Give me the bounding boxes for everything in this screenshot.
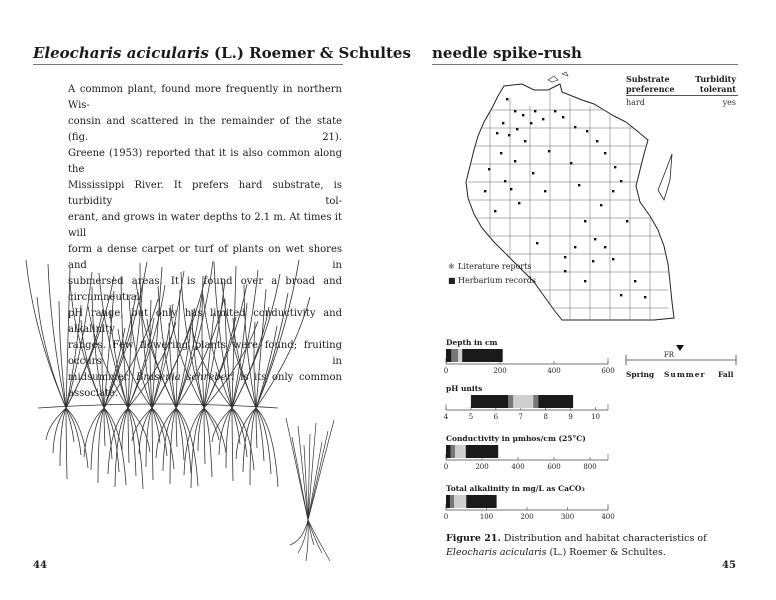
chart-tick-label: 100	[479, 513, 494, 521]
chart-tick-label: 200	[520, 513, 534, 521]
chart-bar-segment	[513, 395, 533, 408]
species-scientific-name: Eleocharis acicularis	[33, 44, 209, 62]
small-plant-root	[308, 520, 314, 545]
chart-tick-label: 0	[443, 367, 449, 375]
leaf-stroke	[222, 281, 256, 408]
chart-bar-segment	[466, 445, 498, 458]
leaf-stroke	[232, 274, 280, 408]
chart-tick-label: 7	[518, 413, 523, 421]
leaf-stroke	[66, 276, 114, 408]
chart-tick-label: 600	[547, 463, 561, 471]
chart-bar-segment	[446, 495, 450, 508]
small-plant-root	[308, 520, 322, 553]
herbarium-record-dot	[604, 246, 606, 248]
herbarium-record-dot	[496, 132, 498, 134]
legend-literature: ✱ Literature reports	[448, 262, 532, 271]
herbarium-record-dot	[600, 204, 602, 206]
title-rule-right	[432, 64, 738, 65]
chart-bar-segment	[454, 495, 466, 508]
chart-bar-segment	[450, 495, 454, 508]
chart-bar-segment	[446, 349, 451, 362]
chart-bar-segment	[451, 445, 456, 458]
chart-tick-label: 9	[568, 413, 573, 421]
chart-tick-label: 0	[443, 463, 449, 471]
chart-bar-segment	[462, 349, 503, 362]
chart-bar-segment	[451, 349, 458, 362]
chart-tick-label: 5	[468, 413, 474, 421]
herbarium-record-dot	[530, 122, 532, 124]
root-stroke	[170, 408, 176, 484]
herbarium-record-dot	[574, 246, 576, 248]
herbarium-record-dot	[508, 134, 510, 136]
herbarium-record-dot	[644, 296, 646, 298]
habitat-bar-chart	[444, 346, 610, 368]
page-number-right: 45	[722, 560, 736, 571]
legend-herbarium: ■ Herbarium records	[448, 276, 536, 285]
herbarium-record-dot	[554, 110, 556, 112]
herbarium-record-dot	[612, 258, 614, 260]
herbarium-marker-icon: ■	[448, 276, 456, 285]
leaf-stroke	[66, 268, 70, 408]
chart-title: pH units	[446, 384, 483, 393]
root-stroke	[250, 408, 256, 485]
herbarium-record-dot	[524, 140, 526, 142]
substrate-value: hard	[626, 98, 645, 107]
habitat-bar-chart	[444, 442, 610, 464]
page-number-left: 44	[33, 560, 47, 571]
herbarium-record-dot	[510, 188, 512, 190]
chart-bar-segment	[455, 445, 466, 458]
herbarium-record-dot	[564, 256, 566, 258]
body-line: submersed areas. It is found over a broad and circumneutral	[68, 276, 342, 303]
herbarium-record-dot	[570, 162, 572, 164]
herbarium-record-dot	[542, 118, 544, 120]
root-stroke	[176, 408, 177, 447]
chart-bar-segment	[471, 395, 508, 408]
herbarium-record-dot	[488, 168, 490, 170]
herbarium-record-dot	[532, 172, 534, 174]
chart-tick-label: 4	[443, 413, 449, 421]
herbarium-record-dot	[564, 270, 566, 272]
herbarium-record-dot	[514, 160, 516, 162]
herbarium-record-dot	[544, 190, 546, 192]
herbarium-record-dot	[500, 152, 502, 154]
root-stroke	[128, 408, 129, 463]
herbarium-record-dot	[584, 220, 586, 222]
leaf-stroke	[256, 289, 266, 408]
substrate-header: Substrate preference	[626, 74, 675, 94]
leaf-stroke	[232, 266, 236, 408]
herbarium-record-dot	[522, 114, 524, 116]
herbarium-record-dot	[584, 280, 586, 282]
herbarium-record-dot	[504, 180, 506, 182]
small-plant-leaf	[308, 442, 322, 520]
leaf-stroke	[128, 322, 176, 408]
chart-tick-label: 400	[547, 367, 561, 375]
fruiting-label: FR	[663, 351, 675, 359]
door-peninsula	[658, 154, 672, 200]
season-summer: Summer	[664, 370, 706, 379]
herbarium-record-dot	[596, 140, 598, 142]
root-stroke	[204, 408, 205, 464]
root-stroke	[66, 408, 67, 479]
root-stroke	[256, 408, 257, 448]
wisconsin-distribution-map	[444, 70, 674, 330]
herbarium-record-dot	[634, 280, 636, 282]
leaf-stroke	[81, 320, 104, 408]
herbarium-record-dot	[578, 184, 580, 186]
herbarium-record-dot	[518, 202, 520, 204]
chart-tick-label: 400	[511, 463, 525, 471]
literature-marker-icon: ✱	[448, 262, 455, 271]
species-author: (L.) Roemer & Schultes	[214, 44, 411, 62]
chart-bar-segment	[458, 349, 462, 362]
leaf-stroke	[102, 324, 104, 408]
leaf-stroke	[204, 313, 214, 408]
body-line: ranges. Few flowering plants were found; fruiting occurs in	[68, 340, 342, 367]
chart-title: Conductivity in µmhos/cm (25°C)	[446, 434, 586, 443]
chart-bar-segment	[508, 395, 513, 408]
herbarium-record-dot	[502, 122, 504, 124]
body-line-last: midsummer. Brasenia schreberi is its only common associate.	[68, 372, 342, 399]
habitat-bar-chart	[444, 492, 610, 514]
herbarium-record-dot	[548, 150, 550, 152]
leaf-stroke	[104, 291, 114, 408]
root-stroke	[152, 408, 153, 480]
plant-illustration	[18, 240, 378, 570]
herbarium-record-dot	[536, 242, 538, 244]
small-plant-leaf	[298, 426, 308, 520]
herbarium-record-dot	[562, 116, 564, 118]
chart-tick-label: 800	[583, 463, 597, 471]
root-stroke	[98, 408, 104, 483]
root-stroke	[128, 408, 136, 476]
chart-bar-segment	[446, 445, 451, 458]
chart-title: Depth in cm	[446, 338, 498, 347]
chart-tick-label: 200	[493, 367, 507, 375]
herbarium-record-dot	[574, 126, 576, 128]
chart-tick-label: 0	[443, 513, 449, 521]
herbarium-record-dot	[620, 294, 622, 296]
chart-tick-label: 10	[591, 413, 600, 421]
herbarium-record-dot	[494, 210, 496, 212]
common-name-title: needle spike-rush	[432, 44, 582, 62]
chart-bar-segment	[466, 495, 496, 508]
root-stroke	[232, 408, 233, 481]
herbarium-record-dot	[604, 152, 606, 154]
body-line: Greene (1953) reported that it is also common along the	[68, 148, 342, 175]
herbarium-record-dot	[516, 128, 518, 130]
herbarium-record-dot	[612, 190, 614, 192]
chart-tick-label: 600	[601, 367, 615, 375]
chart-bar-segment	[538, 395, 573, 408]
herbarium-record-dot	[484, 190, 486, 192]
root-stroke	[104, 408, 105, 446]
herbarium-record-dot	[614, 166, 616, 168]
herbarium-record-dot	[586, 130, 588, 132]
body-line: consin and scattered in the remainder of the state (fig. 21).	[68, 116, 342, 143]
body-line: Mississippi River. It prefers hard substrate, is turbidity tol-	[68, 180, 342, 207]
root-stroke	[84, 408, 104, 457]
season-fall: Fall	[718, 370, 734, 379]
leaf-stroke	[150, 300, 152, 408]
chart-bar-segment	[533, 395, 538, 408]
small-plant-root	[308, 520, 330, 561]
body-line: erant, and grows in water depths to 2.1 m. At times it will	[68, 212, 342, 239]
leaf-stroke	[70, 283, 104, 408]
herbarium-record-dot	[620, 180, 622, 182]
herbarium-record-dot	[594, 238, 596, 240]
body-line: A common plant, found more frequently in northern Wis-	[68, 84, 342, 111]
turbidity-header: Turbidity tolerant	[695, 74, 736, 94]
body-line: pH range, but only has limited conductivity and alkalinity	[68, 308, 342, 335]
chart-tick-label: 200	[475, 463, 489, 471]
chart-tick-label: 300	[560, 513, 575, 521]
figure-caption: Figure 21. Distribution and habitat characteristics of Eleocharis acicularis (L.) Roemer & Schultes.	[446, 533, 707, 558]
apostle-islands	[548, 72, 568, 82]
herbarium-record-dot	[592, 260, 594, 262]
chart-tick-label: 8	[543, 413, 548, 421]
chart-title: Total alkalinity in mg/L as CaCO₃	[446, 484, 585, 493]
leaf-stroke	[254, 322, 256, 408]
herbarium-record-dot	[506, 98, 508, 100]
species-title	[33, 44, 411, 62]
herbarium-record-dot	[514, 110, 516, 112]
chart-tick-label: 400	[601, 513, 615, 521]
body-line: form a dense carpet or turf of plants on wet shores and in	[68, 244, 342, 271]
root-stroke	[66, 408, 74, 442]
small-plant-leaf	[308, 431, 328, 520]
small-plant-root	[290, 520, 308, 545]
rhizome-stroke	[38, 404, 278, 408]
leaf-stroke	[181, 272, 204, 408]
habitat-bar-chart	[444, 392, 610, 414]
herbarium-record-dot	[626, 220, 628, 222]
chart-tick-label: 6	[493, 413, 499, 421]
herbarium-record-dot	[534, 110, 536, 112]
title-rule-left	[33, 64, 343, 65]
turbidity-value: yes	[722, 98, 736, 107]
season-spring: Spring	[626, 370, 655, 379]
